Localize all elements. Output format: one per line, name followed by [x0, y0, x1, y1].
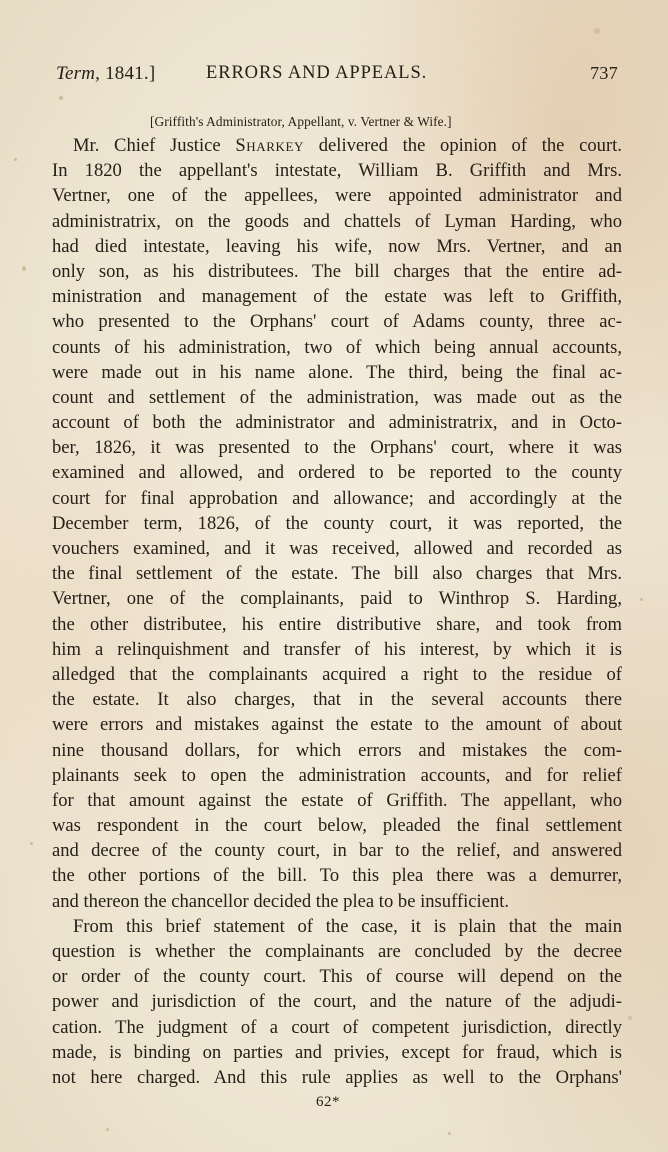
text-line: count and settlement of the administration, was made out as the	[52, 386, 622, 408]
foxing-spot	[59, 96, 63, 100]
text-line: counts of his administration, two of which being annual accounts,	[52, 336, 622, 358]
text-line: court for final approbation and allowance; and accordingly at the	[52, 487, 622, 509]
text-line: In 1820 the appellant's intestate, William B. Griffith and Mrs.	[52, 160, 622, 182]
text-line: vouchers examined, and it was received, allowed and recorded as	[52, 538, 622, 559]
foxing-spot	[640, 598, 643, 601]
opinion-paragraph	[52, 133, 622, 914]
text-line: not here charged. And this rule applies as well to the Orphans'	[52, 1066, 622, 1088]
text-line: only son, as his distributees. The bill charges that the entire ad-	[52, 260, 622, 282]
text-line: plainants seek to open the administration accounts, and for relief	[52, 764, 622, 786]
text-line: the other distributee, his entire distributive share, and took from	[52, 613, 622, 635]
foxing-spot	[448, 1132, 451, 1135]
text-line: the final settlement of the estate. The bill also charges that Mrs.	[52, 563, 622, 585]
text-line: From this brief statement of the case, it is plain that the main	[73, 915, 622, 937]
text-line: were made out in his name alone. The third, being the final ac-	[52, 361, 622, 383]
term-year: 1841.]	[100, 63, 156, 84]
text-line: Vertner, one of the complainants, paid to Winthrop S. Harding,	[52, 588, 622, 610]
text-line: and thereon the chancellor decided the plea to be insufficient.	[52, 890, 510, 912]
text-line: were errors and mistakes against the estate to the amount of about	[52, 714, 622, 736]
signature-mark: 62*	[316, 1094, 340, 1110]
foxing-spot	[14, 158, 17, 161]
text-line: Vertner, one of the appellees, were appointed administrator and	[52, 185, 622, 207]
foxing-spot	[106, 1128, 109, 1131]
page-number: 737	[590, 63, 618, 83]
text-line: ministration and management of the estate was left to Griffith,	[52, 286, 622, 308]
text-line	[52, 133, 622, 158]
text-line: for that amount against the estate of Griffith. The appellant, who	[52, 789, 622, 811]
term-label	[56, 63, 155, 85]
foxing-spot	[22, 266, 26, 271]
text-line: power and jurisdiction of the court, and the nature of the adjudi-	[52, 991, 622, 1013]
running-head-title: ERRORS AND APPEALS.	[206, 63, 428, 83]
text-line: ber, 1826, it was presented to the Orphans' court, where it was	[52, 437, 622, 459]
text-line: nine thousand dollars, for which errors and mistakes the com-	[52, 739, 622, 761]
justice-name: Sharkey	[235, 135, 305, 156]
text-line: who presented to the Orphans' court of Adams county, three ac-	[52, 311, 622, 333]
line-segment: delivered the opinion of the court.	[304, 135, 622, 156]
text-line: alledged that the complainants acquired a right to the residue of	[52, 663, 622, 685]
term-word: Term,	[56, 63, 101, 84]
text-line: cation. The judgment of a court of competent jurisdiction, directly	[52, 1016, 622, 1038]
text-line: the estate. It also charges, that in the several accounts there	[52, 689, 622, 711]
foxing-spot	[30, 842, 33, 845]
foxing-spot	[628, 1016, 632, 1020]
running-head	[56, 63, 618, 89]
case-caption: [Griffith's Administrator, Appellant, v. Vertner & Wife.]	[150, 114, 452, 129]
text-line: administratrix, on the goods and chattels of Lyman Harding, who	[52, 210, 622, 232]
text-line: had died intestate, leaving his wife, now Mrs. Vertner, and an	[52, 235, 622, 257]
foxing-spot	[594, 28, 600, 34]
text-line: and decree of the county court, in bar to the relief, and answered	[52, 840, 622, 862]
text-line: question is whether the complainants are concluded by the decree	[52, 941, 622, 962]
body-text	[52, 133, 622, 1090]
line-segment: Mr. Chief Justice	[73, 135, 236, 156]
text-line: him a relinquishment and transfer of his interest, by which it is	[52, 638, 622, 660]
text-line: examined and allowed, and ordered to be reported to the county	[52, 462, 622, 484]
text-line: account of both the administrator and administratrix, and in Octo-	[52, 412, 622, 434]
text-line: was respondent in the court below, pleaded the final settlement	[52, 815, 622, 837]
analysis-paragraph	[52, 914, 622, 1090]
text-line: December term, 1826, of the county court, it was reported, the	[52, 512, 622, 534]
text-line: the other portions of the bill. To this plea there was a demurrer,	[52, 865, 622, 887]
text-line: or order of the county court. This of course will depend on the	[52, 966, 622, 988]
text-line: made, is binding on parties and privies, except for fraud, which is	[52, 1041, 622, 1063]
